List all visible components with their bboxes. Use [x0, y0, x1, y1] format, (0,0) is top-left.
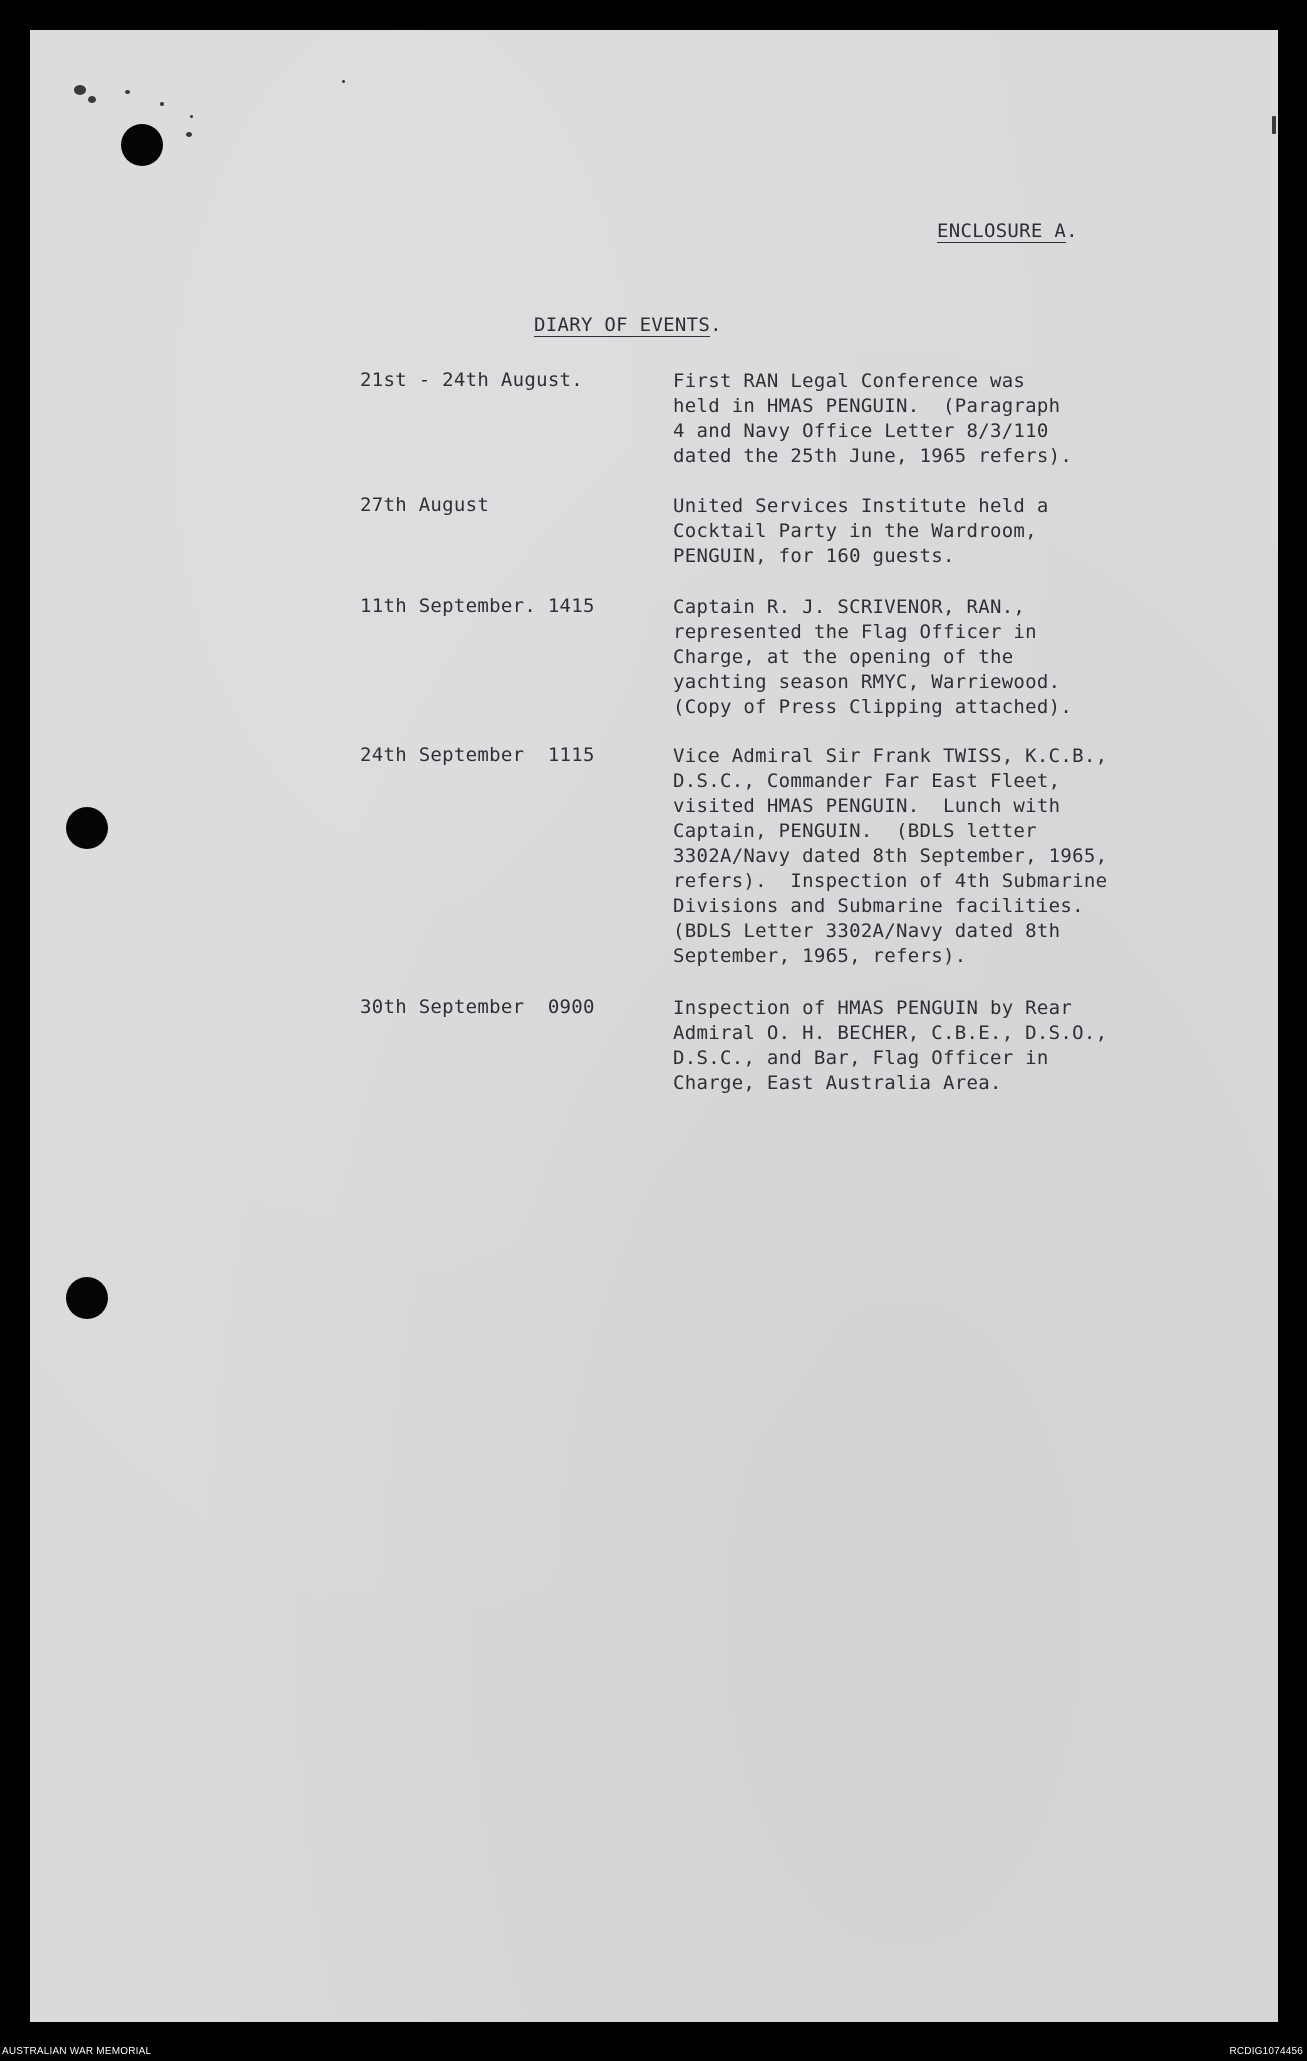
paper-speck: [125, 90, 130, 94]
entry-line: visited HMAS PENGUIN. Lunch with: [673, 795, 1061, 817]
entry-line: Captain R. J. SCRIVENOR, RAN.,: [673, 596, 1026, 618]
paper-speck: [190, 115, 193, 118]
paper-speck: [74, 85, 86, 95]
entry-line: yachting season RMYC, Warriewood.: [673, 671, 1061, 693]
entry-line: refers). Inspection of 4th Submarine: [673, 870, 1108, 892]
entry-line: September, 1965, refers).: [673, 945, 967, 967]
entry-date: 30th September 0900: [360, 996, 595, 1018]
entry-line: Vice Admiral Sir Frank TWISS, K.C.B.,: [673, 745, 1108, 767]
paper-speck: [1272, 116, 1276, 134]
entry-line: Divisions and Submarine facilities.: [673, 895, 1084, 917]
entry-line: PENGUIN, for 160 guests.: [673, 545, 955, 567]
entry-description: [673, 369, 1173, 469]
page-title: [534, 314, 722, 336]
entry-line: (Copy of Press Clipping attached).: [673, 696, 1073, 718]
entry-line: 3302A/Navy dated 8th September, 1965,: [673, 845, 1108, 867]
enclosure-label-dot: .: [1066, 220, 1078, 242]
punch-hole-top: [121, 124, 163, 166]
paper-speck: [342, 80, 345, 83]
entry-line: dated the 25th June, 1965 refers).: [673, 445, 1073, 467]
entry-description: [673, 744, 1173, 969]
paper-speck: [186, 132, 192, 137]
punch-hole-bottom: [66, 1277, 108, 1319]
entry-description: [673, 595, 1173, 720]
enclosure-label-text: ENCLOSURE A: [937, 220, 1067, 242]
entry-line: Admiral O. H. BECHER, C.B.E., D.S.O.,: [673, 1022, 1108, 1044]
entry-line: United Services Institute held a: [673, 495, 1049, 517]
entry-date: 24th September 1115: [360, 744, 595, 766]
paper-speck: [160, 102, 164, 106]
punch-hole-middle: [66, 807, 108, 849]
page-title-text: DIARY OF EVENTS: [534, 314, 711, 336]
entry-line: D.S.C., Commander Far East Fleet,: [673, 770, 1061, 792]
footer-source-label: AUSTRALIAN WAR MEMORIAL: [2, 2046, 152, 2057]
entry-line: Captain, PENGUIN. (BDLS letter: [673, 820, 1037, 842]
entry-line: Charge, East Australia Area.: [673, 1072, 1002, 1094]
page-title-dot: .: [710, 314, 722, 336]
entry-line: Charge, at the opening of the: [673, 646, 1014, 668]
entry-line: represented the Flag Officer in: [673, 621, 1037, 643]
entry-date: 21st - 24th August.: [360, 369, 584, 391]
entry-description: [673, 494, 1173, 569]
entry-line: Inspection of HMAS PENGUIN by Rear: [673, 997, 1073, 1019]
footer-record-id: RCDIG1074456: [1229, 2046, 1303, 2057]
entry-line: D.S.C., and Bar, Flag Officer in: [673, 1047, 1049, 1069]
entry-date: 11th September. 1415: [360, 595, 595, 617]
entry-line: First RAN Legal Conference was: [673, 370, 1026, 392]
paper-speck: [88, 96, 96, 103]
entry-description: [673, 996, 1173, 1096]
entry-line: 4 and Navy Office Letter 8/3/110: [673, 420, 1049, 442]
entry-line: held in HMAS PENGUIN. (Paragraph: [673, 395, 1061, 417]
entry-line: Cocktail Party in the Wardroom,: [673, 520, 1037, 542]
document-page: [30, 30, 1278, 2022]
entry-date: 27th August: [360, 494, 490, 516]
enclosure-label: [937, 220, 1078, 242]
entry-line: (BDLS Letter 3302A/Navy dated 8th: [673, 920, 1061, 942]
